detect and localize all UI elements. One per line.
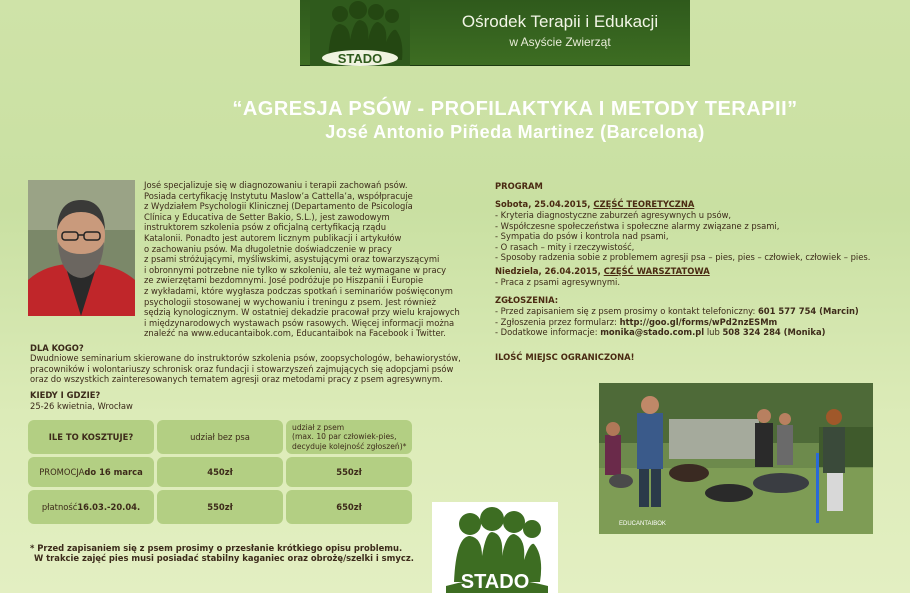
audience-text [30, 353, 470, 385]
registration-phone: - Przed zapisaniem się z psem prosimy o kontakt telefoniczny: 601 577 754 (Marcin) [495, 306, 859, 316]
bio-line: Posiada certyfikację Instytutu Maslow’a Cattella’a, współpracuje [144, 190, 413, 201]
note-line: * Przed zapisaniem się z psem prosimy o przesłanie krótkiego opisu problemu. [30, 543, 403, 553]
price-row-promo-label: PROMOCJA do 16 marca [28, 457, 154, 487]
registration-heading: ZGŁOSZENIA: [495, 295, 559, 305]
speaker-photo-icon [28, 180, 135, 316]
price-row-regular-label: płatność 16.03.-20.04. [28, 490, 154, 524]
bio-line: z wykładami, które wygłasza podczas spotkań i seminariów poświęconym [144, 285, 453, 296]
when-where-heading: KIEDY I GDZIE? [30, 390, 101, 400]
bio-line: znaleźć na www.educantaibok.com, Educantaibok na Facebook i Twitter. [144, 328, 446, 339]
speaker-name: José Antonio Piñeda Martinez (Barcelona) [325, 122, 705, 142]
audience-heading: DLA KOGO? [30, 343, 84, 353]
when-where-text: 25-26 kwietnia, Wrocław [30, 401, 133, 411]
stado-logo-icon [310, 0, 410, 66]
stado-logo-icon [432, 502, 558, 593]
program-item: - Sposoby radzenia sobie z problemem agresji psa – pies, pies – człowiek, człowiek – pies. [495, 252, 871, 263]
svg-text:STADO: STADO [337, 51, 383, 66]
speaker-bio [144, 180, 476, 339]
bottom-logo [432, 502, 558, 593]
registration-form: - Zgłoszenia przez formularz: http://goo.gl/forms/wPd2nzESMm [495, 316, 778, 327]
form-url-link[interactable]: http://goo.gl/forms/wPd2nzESMm [619, 316, 778, 327]
price-promo-without-dog: 450zł [157, 457, 283, 487]
phone-marcin-link[interactable]: 601 577 754 (Marcin) [757, 306, 859, 316]
bio-line: Katalonii. Ponadto jest autorem licznym publikacji i artykułów [144, 232, 402, 243]
svg-text:EDUCANTAIBOK: EDUCANTAIBOK [619, 521, 666, 527]
audience-line: oraz do wszystkich zainteresowanych tematem agresji oraz metodami pracy z psem agresywnym. [30, 374, 443, 385]
price-regular-with-dog: 650zł [286, 490, 412, 524]
day1-items [495, 210, 905, 263]
bio-line: Clínica y Educativa de Setter Bakio, S.L.), jest zawodowym [144, 211, 390, 222]
price-header-with-dog: udział z psem (max. 10 par człowiek-pies, decyduje kolejność zgłoszeń)* [286, 420, 412, 454]
program-item: - Współczesne społeczeństwa i społeczne alarmy związane z psami, [495, 220, 780, 231]
bio-line: José specjalizuje się w diagnozowaniu i terapii zachowań psów. [144, 180, 408, 190]
program-item: - Kryteria diagnostyczne zaburzeń agresywnych u psów, [495, 210, 732, 220]
bio-line: i międzynarodowych wystawach psów rasowych. Więcej informacji można [144, 317, 455, 328]
bio-line: sędzią kynologicznym. W ostatniej dekadzie pracował przy wielu krajowych [144, 307, 460, 318]
note-line: W trakcie zajęć pies musi posiadać stabilny kaganiec oraz obrożę/szelki i smycz. [34, 553, 414, 563]
day1-heading: Sobota, 25.04.2015, CZĘŚĆ TEORETYCZNA [495, 199, 695, 209]
limited-seats-notice: ILOŚĆ MIEJSC OGRANICZONA! [495, 352, 635, 362]
audience-line: Dwudniowe seminarium skierowane do instruktorów szkolenia psów, zoopsychologów, behawiorystów, [30, 353, 461, 363]
day2-items [495, 277, 620, 288]
banner-title: Ośrodek Terapii i Edukacji [461, 12, 659, 31]
header-banner [300, 0, 690, 66]
program-item: - O rasach – mity i rzeczywistość, [495, 241, 635, 252]
bio-line: o zachowaniu psów. Ma długoletnie doświadczenie w pracy [144, 243, 392, 254]
bio-line: psychologii stosowanej w wychowaniu i treningu z psem. Jest również [144, 296, 437, 307]
bio-line: z psami stróżującymi, myśliwskimi, asystującymi oraz towarzyszącymi [144, 254, 440, 265]
bio-line: i obronnymi potrzebne nie tylko w szkoleniu, ale też wymagane w pracy [144, 264, 447, 275]
registration-info: - Dodatkowe informacje: monika@stado.com.pl lub 508 324 284 (Monika) [495, 327, 826, 338]
price-promo-with-dog: 550zł [286, 457, 412, 487]
email-link[interactable]: monika@stado.com.pl [600, 327, 705, 338]
program-item: - Sympatia do psów i kontrola nad psami, [495, 231, 669, 242]
audience-line: pracowników i wolontariuszy schronisk oraz fundacji i stowarzyszeń zajmujących się adopcjami psów [30, 363, 454, 374]
banner-subtitle: w Asyście Zwierząt [509, 35, 611, 49]
seminar-title: “AGRESJA PSÓW - PROFILAKTYKA I METODY TERAPII” [232, 98, 798, 120]
registration-lines [495, 306, 905, 338]
program-heading: PROGRAM [495, 181, 543, 191]
speaker-portrait [28, 180, 135, 316]
phone-monika-link[interactable]: 508 324 284 (Monika) [722, 327, 826, 338]
training-photo-icon [599, 383, 873, 534]
day2-heading: Niedziela, 26.04.2015, CZĘŚĆ WARSZTATOWA [495, 266, 710, 276]
bio-line: ze zwierzętami bezdomnymi. José podróżuje po Hiszpanii i Europie [144, 275, 424, 286]
program-item: - Praca z psami agresywnymi. [495, 277, 621, 287]
bio-line: instruktorem szkolenia psów z oficjalną certyfikacją rządu [144, 222, 387, 233]
price-header-label: ILE TO KOSZTUJE? [28, 420, 154, 454]
price-header-without-dog: udział bez psa [157, 420, 283, 454]
training-photo [599, 383, 873, 534]
svg-text:STADO: STADO [460, 571, 530, 593]
bio-line: z Wydziałem Psychologii Klinicznej (Departamento de Psicología [144, 201, 413, 212]
price-regular-without-dog: 550zł [157, 490, 283, 524]
